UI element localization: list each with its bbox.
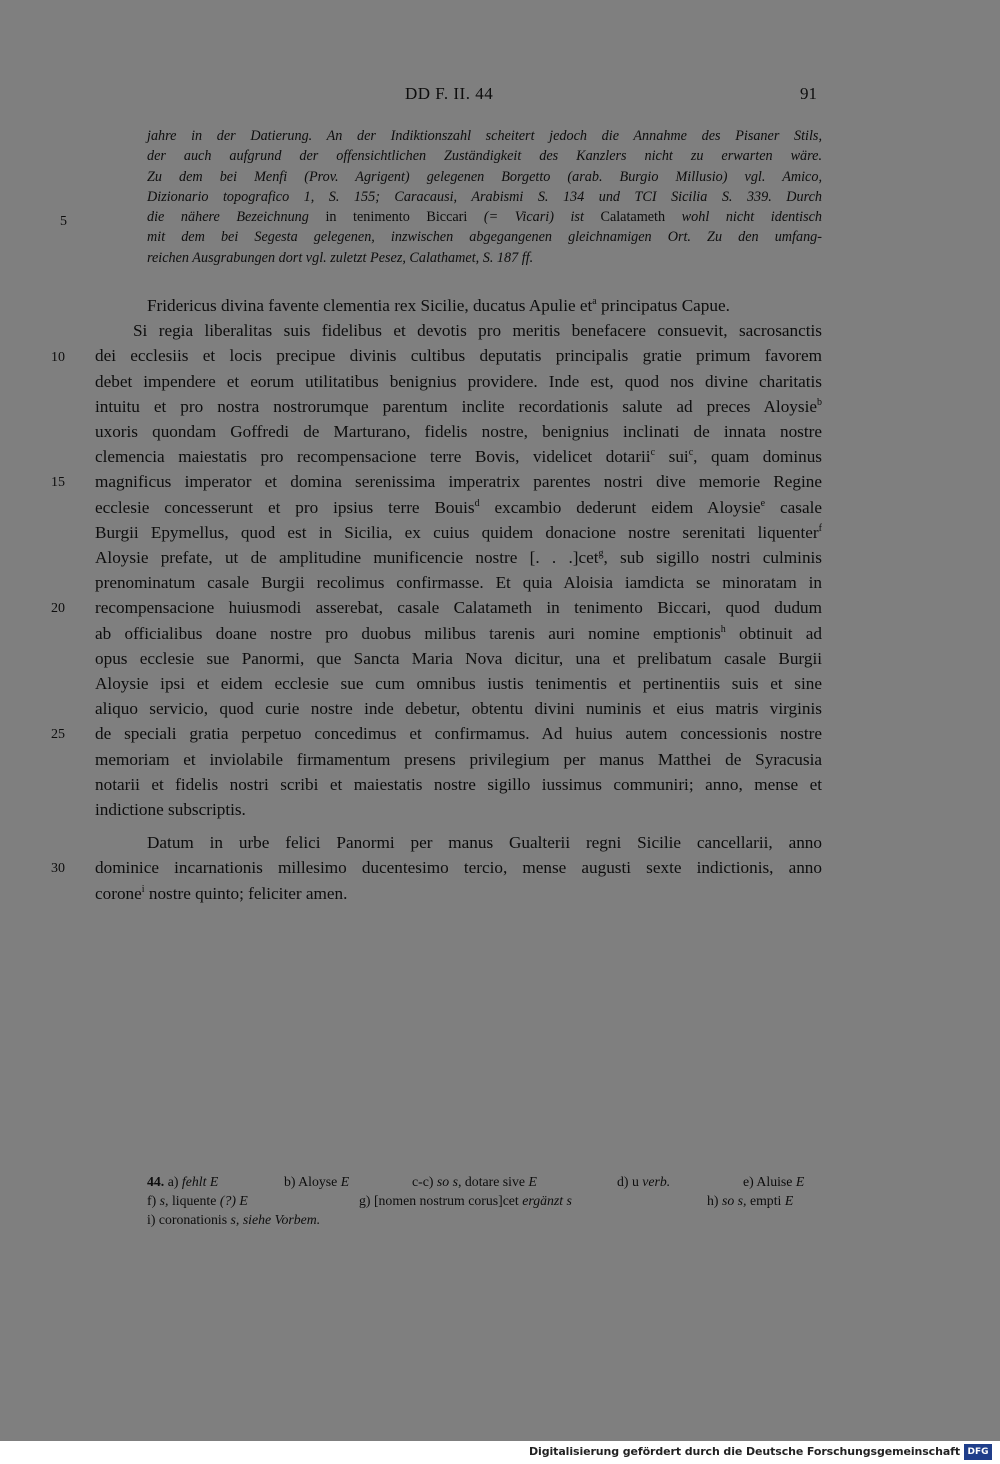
footnote-mark: d — [474, 497, 480, 509]
text-line — [95, 444, 822, 469]
text-fragment: sui — [655, 447, 689, 467]
note-key: a) — [167, 1174, 179, 1189]
note-text: dotare sive — [464, 1174, 526, 1189]
text-line: dei ecclesiis et locis precipue divinis cultibus deputatis principalis gratie primum favorem — [95, 346, 822, 366]
text-line: uxoris quondam Goffredi de Marturano, fidelis nostre, benignius inclinati de innata nostre — [95, 422, 822, 442]
note-text: (?) E — [219, 1193, 248, 1208]
text-line: Si regia liberalitas suis fidelibus et devotis pro meritis benefacere consuevit, sacrosanctis — [133, 321, 822, 341]
apparatus-entry — [617, 1172, 670, 1191]
text-fragment: , sub sigillo nostri culminis — [603, 548, 822, 568]
text-line: Datum in urbe felici Panormi per manus Gualterii regni Sicilie cancellarii, anno — [147, 833, 822, 853]
note-text: ergänzt s — [522, 1193, 572, 1208]
prelim-line: der auch aufgrund der offensichtlichen Zuständigkeit des Kanzlers nicht zu erwarten wäre. — [147, 148, 822, 165]
text-fragment: ab officialibus doane nostre pro duobus milibus tarenis auri nomine emptionis — [95, 623, 721, 643]
text-fragment: Burgii Epymellus, quod est in Sicilia, ex cuius quidem donacione nostre serenitati liquenter — [95, 522, 819, 542]
note-text: i) coronationis — [147, 1212, 228, 1227]
running-head: DD F. II. 44 — [405, 84, 494, 103]
text-fragment: excambio dederunt eidem Aloysie — [479, 497, 761, 517]
preliminary-remarks — [147, 126, 822, 268]
text-line: de speciali gratia perpetuo concedimus et confirmamus. Ad huius autem concessionis nostre — [95, 724, 822, 744]
apparatus-entry — [707, 1191, 793, 1210]
prelim-line — [147, 207, 822, 227]
apparatus-entry — [147, 1191, 248, 1210]
prelim-fragment: in tenimento Biccari — [325, 209, 468, 226]
note-text: b) Aloyse — [284, 1174, 338, 1189]
note-text: E — [784, 1193, 794, 1208]
text-fragment: principatus Capue. — [596, 296, 730, 315]
text-line: magnificus imperator et domina serenissima imperatrix parentes nostri dive memorie Regine — [95, 472, 822, 492]
prelim-line: mit dem bei Segesta gelegenen, inzwischen abgegangenen gleichnamigen Ort. Zu den umfang- — [147, 229, 822, 246]
prelim-line: jahre in der Datierung. An der Indiktionszahl scheitert jedoch die Annahme des Pisaner Stils, — [147, 128, 822, 144]
prelim-line: reichen Ausgrabungen dort vgl. zuletzt Pesez, Calathamet, S. 187 ff. — [147, 249, 534, 266]
text-line: recompensacione huiusmodi asserebat, casale Calatameth in tenimento Biccari, quod dudum — [95, 598, 822, 618]
text-line: opus ecclesie sue Panormi, que Sancta Maria Nova dicitur, una et prelibatum casale Burgii — [95, 648, 822, 668]
text-fragment: Fridericus divina favente clementia rex Sicilie, ducatus Apulie et — [147, 296, 593, 315]
note-text: g) [nomen nostrum corus]cet — [359, 1193, 519, 1208]
note-text: E — [340, 1174, 350, 1189]
text-fragment: clemencia maiestatis pro recompensacione terre Bovis, videlicet dotarii — [95, 447, 651, 467]
footnote-mark: e — [760, 497, 766, 509]
apparatus-row — [147, 1191, 822, 1210]
text-line: notarii et fidelis nostri scribi et maiestatis nostre sigillo iussimus communiri; anno, mense et — [95, 774, 822, 794]
text-line: dominice incarnationis millesimo ducentesimo tercio, mense augusti sexte indictionis, anno — [95, 858, 822, 878]
note-text: so s, — [436, 1174, 462, 1189]
text-line — [95, 520, 822, 545]
funding-notice: Digitalisierung gefördert durch die Deutsche Forschungsgemeinschaft — [529, 1445, 960, 1458]
apparatus-entry — [743, 1172, 804, 1191]
note-text: E — [795, 1174, 805, 1189]
apparatus-row — [147, 1210, 822, 1229]
text-fragment: casale — [765, 497, 822, 517]
footnote-mark: b — [817, 396, 822, 408]
text-fragment: Aloysie prefate, ut de amplitudine munificencie nostre [. . .]cet — [95, 548, 599, 568]
note-text: s, siehe Vorbem. — [230, 1212, 321, 1227]
apparatus-entry — [359, 1191, 572, 1210]
text-fragment: obtinuit ad — [725, 623, 822, 643]
line-number: 5 — [60, 214, 67, 229]
prelim-line: Dizionario topografico 1, S. 155; Caracausi, Arabismi S. 134 und TCI Sicilia S. 339. Durch — [147, 188, 822, 205]
text-line — [95, 621, 822, 646]
page-number: 91 — [800, 84, 817, 103]
footnote-mark: c — [650, 447, 656, 459]
text-fragment: ecclesie concesserunt et pro ipsius terre Bouis — [95, 497, 475, 517]
line-number: 20 — [51, 601, 65, 616]
text-fragment: corone — [95, 883, 142, 903]
footnote-mark: i — [141, 883, 145, 895]
text-line — [95, 881, 822, 906]
text-fragment: nostre quinto; feliciter amen. — [144, 883, 348, 903]
text-fragment: , quam dominus — [693, 447, 822, 467]
text-line — [95, 293, 822, 318]
note-text: s, — [159, 1193, 169, 1208]
text-line: debet impendere et eorum utilitatibus benignius providere. Inde est, quod nos divine charitatis — [95, 371, 822, 391]
critical-apparatus — [147, 1172, 822, 1229]
prelim-fragment: Calatameth — [600, 209, 666, 226]
text-line — [95, 545, 822, 570]
prelim-line: Zu dem bei Menfi (Prov. Agrigent) gelegenen Borgetto (arab. Burgio Millusio) vgl. Amico, — [147, 168, 822, 185]
apparatus-entry — [147, 1172, 218, 1191]
line-number: 15 — [51, 475, 65, 490]
footnote-mark: h — [720, 623, 726, 635]
footer-bar — [0, 1441, 1000, 1464]
apparatus-entry — [412, 1172, 537, 1191]
document-number: 44. — [147, 1174, 165, 1189]
line-number: 25 — [51, 727, 65, 742]
text-line: indictione subscriptis. — [95, 800, 246, 820]
footnote-mark: a — [592, 296, 597, 307]
note-text: fehlt E — [181, 1174, 219, 1189]
text-line: prenominatum casale Burgii recolimus confirmasse. Et quia Aloisia iamdicta se minoratam in — [95, 573, 822, 593]
line-number: 30 — [51, 861, 65, 876]
text-line: aliquo servicio, quod curie nostre inde debetur, obtentu divini numinis et eius matris virginis — [95, 699, 822, 719]
text-fragment: intuitu et pro nostra nostrorumque parentum inclite recordationis salute ad preces Aloysie — [95, 396, 817, 416]
footnote-mark: f — [818, 522, 822, 534]
text-line — [95, 394, 822, 419]
note-key: f) — [147, 1193, 157, 1208]
prelim-fragment: (= Vicari) ist — [483, 209, 584, 226]
note-text: liquente — [171, 1193, 217, 1208]
note-text: E — [528, 1174, 537, 1189]
apparatus-entry — [284, 1172, 349, 1191]
note-key: c-c) — [412, 1174, 434, 1189]
apparatus-row — [147, 1172, 822, 1191]
prelim-fragment: wohl nicht identisch — [681, 209, 823, 226]
note-text: verb. — [642, 1174, 671, 1189]
dfg-logo-icon: DFG — [964, 1444, 992, 1460]
text-line — [95, 495, 822, 520]
text-line: Aloysie ipsi et eidem ecclesie sue cum omnibus iustis tenimentis et pertinentiis suis et sine — [95, 674, 822, 694]
note-text: empti — [749, 1193, 782, 1208]
note-text: so s, — [721, 1193, 747, 1208]
charter-text — [95, 293, 822, 906]
footnote-mark: g — [598, 548, 604, 560]
note-text: d) u — [617, 1174, 639, 1189]
note-key: h) — [707, 1193, 719, 1208]
text-line: memoriam et inviolabile firmamentum presens privilegium per manus Matthei de Syracusia — [95, 749, 822, 769]
prelim-fragment: die nähere Bezeichnung — [147, 209, 309, 226]
footnote-mark: c — [688, 447, 694, 459]
apparatus-entry — [147, 1210, 320, 1229]
line-number: 10 — [51, 350, 65, 365]
note-text: e) Aluise — [743, 1174, 793, 1189]
